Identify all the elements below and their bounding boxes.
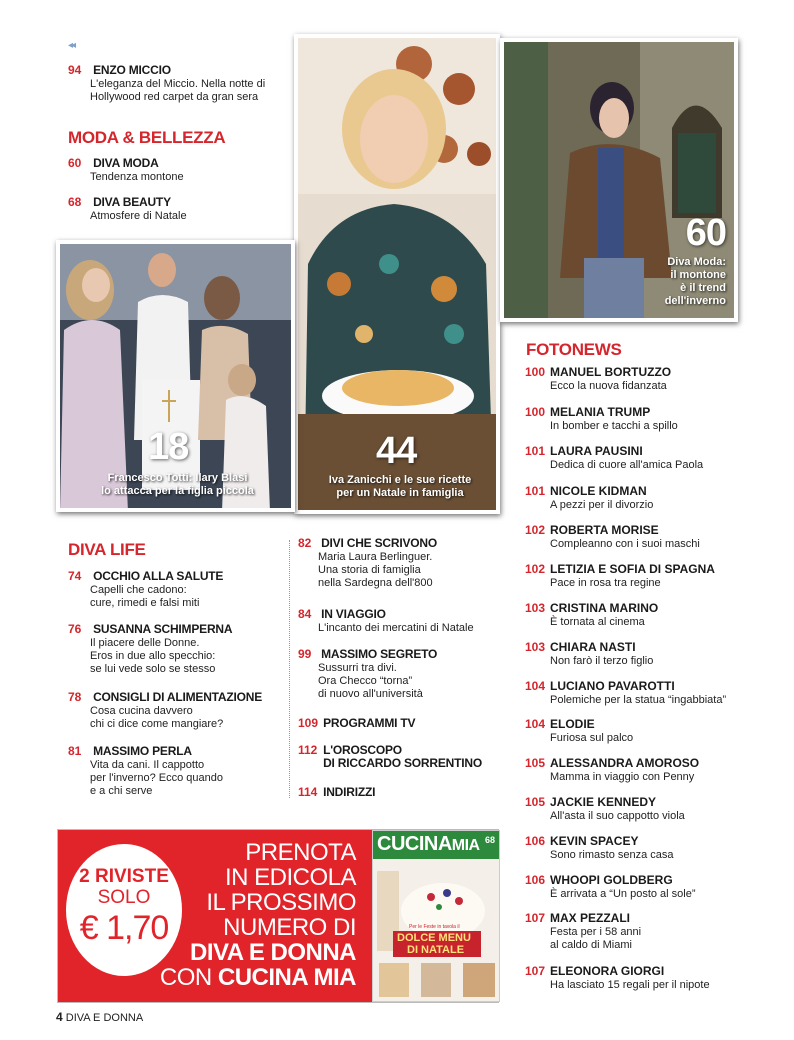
cover-logo-a: CUCINA [377, 833, 452, 855]
entry-title: ELEONORA GIORGI [550, 964, 665, 978]
entry-description: Capelli che cadono: cure, rimedi e falsi miti [90, 584, 200, 609]
page-number: 107 [525, 911, 546, 925]
page-number: 103 [525, 640, 546, 654]
entry-title: MELANIA TRUMP [550, 405, 651, 419]
magazine-name: DIVA E DONNA [65, 1012, 144, 1024]
section-heading-fotonews: FOTONEWS [526, 340, 622, 359]
entry-description: Sussurri tra divi. Ora Checco “torna” di nuovo all'università [318, 662, 423, 700]
entry-description: Dedica di cuore all'amica Paola [550, 459, 704, 471]
entry-title: WHOOPI GOLDBERG [550, 873, 673, 887]
entry-description: Pace in rosa tra regine [550, 577, 661, 589]
entry-title: LAURA PAUSINI [550, 444, 643, 458]
fotonews-item[interactable] [525, 563, 715, 590]
fotonews-item[interactable] [525, 835, 674, 862]
cover-logo-b: MIA [451, 837, 480, 854]
fotonews-item[interactable] [525, 718, 633, 745]
fotonews-item[interactable] [525, 912, 641, 952]
cover-headline-small: Per le Feste in tavola il [409, 924, 460, 930]
promo-line-6 [160, 965, 356, 990]
entry-title: MASSIMO SEGRETO [321, 647, 438, 661]
entry-description: Vita da cani. Il cappotto per l'inverno? Ecco quando e a chi serve [90, 759, 223, 797]
page-number: 102 [525, 523, 546, 537]
section-heading-diva-life: DIVA LIFE [68, 540, 146, 559]
cover-headline-2: DI NATALE [407, 944, 465, 956]
promo-line-2: IN EDICOLA [224, 864, 356, 891]
entry-title: LUCIANO PAVAROTTI [550, 679, 675, 693]
toc-entry-susanna-schimperna[interactable] [68, 623, 288, 676]
entry-description: È arrivata a “Un posto al sole” [550, 888, 696, 900]
promo-text [160, 840, 356, 990]
entry-title: MAX PEZZALI [550, 911, 630, 925]
toc-entry-enzo-miccio[interactable] [68, 64, 288, 104]
cover-headline-1: DOLCE MENU [397, 932, 471, 944]
entry-description: Il piacere delle Donne. Eros in due allo specchio: se lui vede solo se stesso [90, 637, 216, 675]
entry-title: DIVI CHE SCRIVONO [321, 536, 438, 550]
page-number: 60 [68, 156, 82, 170]
promo-line-6-bold: CUCINA MIA [217, 964, 356, 991]
entry-description: Non farò il terzo figlio [550, 655, 654, 667]
entry-title: ROBERTA MORISE [550, 523, 659, 537]
page-number: 104 [525, 679, 546, 693]
fotonews-item[interactable] [525, 366, 671, 393]
entry-description: Tendenza montone [90, 171, 184, 183]
page-number: 103 [525, 601, 546, 615]
nav-arrows-icon: ◂◂ [68, 40, 75, 51]
cover-illustration [373, 831, 500, 1002]
entry-description: Ha lasciato 15 regali per il nipote [550, 979, 710, 991]
toc-entry-diva-beauty[interactable] [68, 196, 288, 223]
entry-description: In bomber e tacchi a spillo [550, 420, 678, 432]
fotonews-item[interactable] [525, 641, 653, 668]
entry-title: MASSIMO PERLA [93, 744, 192, 758]
toc-entry-massimo-segreto[interactable] [298, 648, 508, 701]
fotonews-item[interactable] [525, 485, 653, 512]
cucina-mia-cover[interactable] [372, 830, 500, 1002]
page-number: 104 [525, 717, 546, 731]
fotonews-item[interactable] [525, 524, 700, 551]
toc-entry-programmi-tv[interactable] [298, 717, 508, 731]
photo-caption: Francesco Totti: Ilary Blasi lo attacca per la figlia piccola [101, 472, 254, 497]
cover-badge: 68 [484, 835, 495, 845]
entry-description: A pezzi per il divorzio [550, 499, 654, 511]
column-divider [289, 540, 290, 798]
entry-title: DIVA BEAUTY [93, 195, 171, 209]
photo-caption: Iva Zanicchi e le sue ricette per un Natale in famiglia [328, 474, 472, 499]
photo-caption: Diva Moda: il montone è il trend dell'inverno [664, 256, 726, 307]
page-number: 74 [68, 569, 82, 583]
entry-title: PROGRAMMI TV [323, 716, 416, 730]
entry-title: ENZO MICCIO [93, 63, 171, 77]
page-number: 99 [298, 647, 312, 661]
page-number-footer: 4 [56, 1010, 63, 1024]
page-number: 78 [68, 690, 82, 704]
entry-description: All'asta il suo cappotto viola [550, 810, 685, 822]
page-number: 106 [525, 834, 546, 848]
promo-line-5: DIVA E DONNA [189, 939, 356, 966]
entry-description: Maria Laura Berlinguer. Una storia di famiglia nella Sardegna dell'800 [318, 551, 433, 589]
entry-title: CONSIGLI DI ALIMENTAZIONE [93, 690, 263, 704]
toc-entry-alimentazione[interactable] [68, 691, 288, 731]
page-number: 101 [525, 484, 546, 498]
photo-iva-zanicchi[interactable] [294, 34, 500, 514]
page-number: 107 [525, 964, 546, 978]
toc-entry-diva-moda[interactable] [68, 157, 288, 184]
entry-title: ELODIE [550, 717, 595, 731]
entry-title: CHIARA NASTI [550, 640, 636, 654]
fotonews-item[interactable] [525, 602, 658, 629]
entry-title: SUSANNA SCHIMPERNA [93, 622, 233, 636]
entry-description: L'incanto dei mercatini di Natale [318, 622, 474, 634]
fotonews-item[interactable] [525, 796, 685, 823]
toc-entry-massimo-perla[interactable] [68, 745, 288, 798]
promo-line-1: PRENOTA [245, 839, 356, 866]
entry-description: Sono rimasto senza casa [550, 849, 674, 861]
page-number-badge: 60 [685, 212, 726, 254]
fotonews-item[interactable] [525, 680, 726, 707]
entry-title: MANUEL BORTUZZO [550, 365, 672, 379]
entry-title: OCCHIO ALLA SALUTE [93, 569, 224, 583]
photo-diva-moda[interactable] [500, 38, 738, 322]
page-number: 100 [525, 405, 546, 419]
entry-title: DIVA MODA [93, 156, 159, 170]
entry-description: È tornata al cinema [550, 616, 645, 628]
section-heading-moda: MODA & BELLEZZA [68, 128, 226, 147]
page-number: 105 [525, 795, 546, 809]
page-number: 102 [525, 562, 546, 576]
entry-title: ALESSANDRA AMOROSO [550, 756, 700, 770]
page-number: 106 [525, 873, 546, 887]
page-number: 100 [525, 365, 546, 379]
promo-line-4: NUMERO DI [223, 914, 356, 941]
entry-description: Furiosa sul palco [550, 732, 634, 744]
promo-line-3: IL PROSSIMO [206, 889, 356, 916]
page-number-badge: 44 [376, 430, 417, 472]
entry-description: Atmosfere di Natale [90, 210, 187, 222]
page-footer [56, 1010, 143, 1024]
page-number: 109 [298, 716, 319, 730]
fotonews-item[interactable] [525, 406, 678, 433]
toc-entry-indirizzi[interactable] [298, 786, 508, 800]
entry-description: Ecco la nuova fidanzata [550, 380, 667, 392]
fotonews-item[interactable] [525, 965, 710, 992]
page-number-badge: 18 [148, 426, 189, 468]
promo-line-6-prefix: CON [159, 964, 218, 991]
page-number: 84 [298, 607, 312, 621]
toc-entry-occhio-salute[interactable] [68, 570, 288, 610]
page-number: 76 [68, 622, 82, 636]
fotonews-item[interactable] [525, 874, 696, 901]
entry-description: Compleanno con i suoi maschi [550, 538, 700, 550]
entry-title: JACKIE KENNEDY [550, 795, 657, 809]
fotonews-item[interactable] [525, 757, 699, 784]
entry-title: CRISTINA MARINO [550, 601, 659, 615]
page-number: 82 [298, 536, 312, 550]
entry-description: Cosa cucina davvero chi ci dice come mangiare? [90, 705, 224, 730]
page-number: 114 [298, 785, 318, 799]
entry-description: Festa per i 58 anni al caldo di Miami [550, 926, 642, 951]
photo-totti[interactable] [56, 240, 295, 512]
badge-line-1: 2 RIVISTE [79, 866, 169, 887]
page-number: 101 [525, 444, 546, 458]
entry-title: L'OROSCOPO DI RICCARDO SORRENTINO [323, 743, 482, 770]
entry-title: LETIZIA E SOFIA DI SPAGNA [550, 562, 715, 576]
entry-title: INDIRIZZI [323, 785, 376, 799]
toc-entry-oroscopo[interactable] [298, 744, 508, 770]
page-number: 68 [68, 195, 82, 209]
fotonews-item[interactable] [525, 445, 703, 472]
page-number: 112 [298, 743, 318, 757]
cover-logo [377, 833, 480, 856]
badge-price: € 1,70 [79, 909, 169, 947]
page-number: 81 [68, 744, 82, 758]
page-number: 94 [68, 63, 82, 77]
entry-description: Mamma in viaggio con Penny [550, 771, 695, 783]
badge-line-2: SOLO [97, 887, 151, 908]
page-number: 105 [525, 756, 546, 770]
entry-title: NICOLE KIDMAN [550, 484, 647, 498]
entry-title: KEVIN SPACEY [550, 834, 639, 848]
toc-entry-in-viaggio[interactable] [298, 608, 508, 635]
entry-description: Polemiche per la statua “ingabbiata” [550, 694, 727, 706]
toc-entry-divi-che-scrivono[interactable] [298, 537, 508, 590]
entry-title: IN VIAGGIO [321, 607, 386, 621]
entry-description: L'eleganza del Miccio. Nella notte di Hollywood red carpet da gran sera [90, 78, 266, 103]
